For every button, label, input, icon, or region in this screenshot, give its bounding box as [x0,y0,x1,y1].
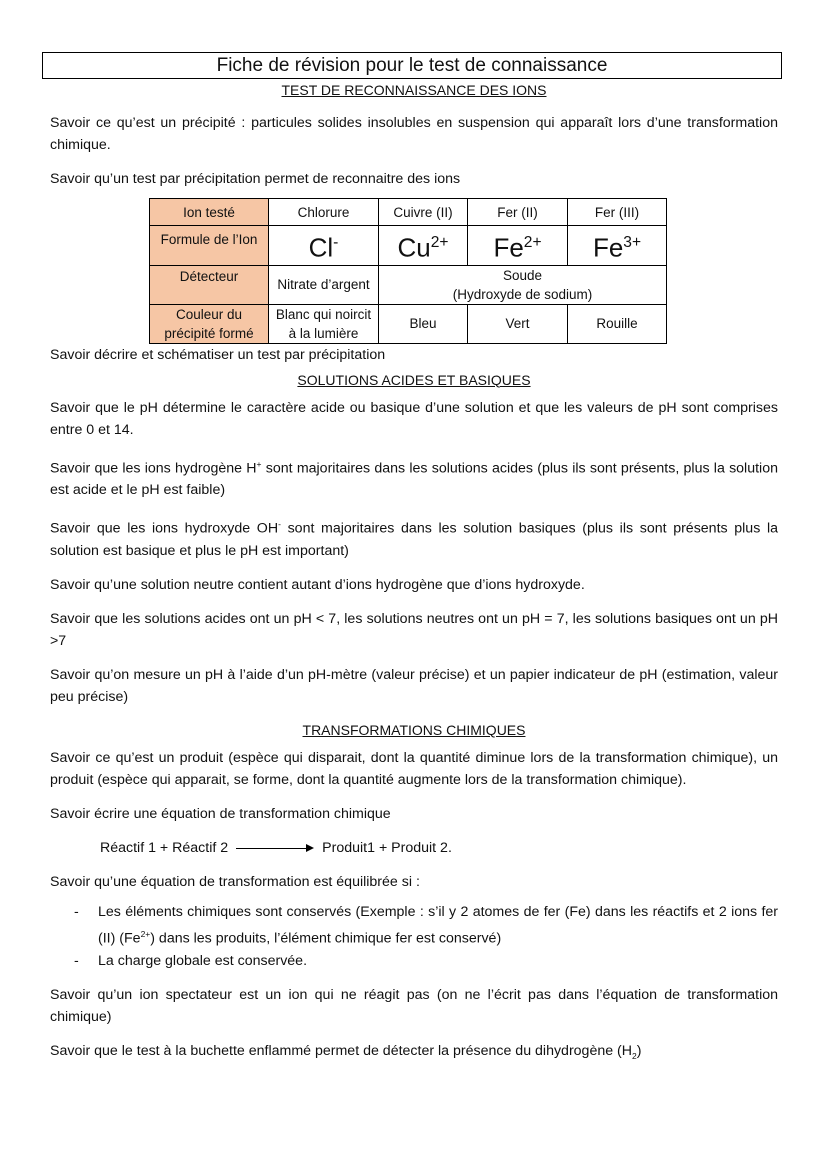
charge: - [278,519,281,530]
formula-charge: 2+ [523,234,542,251]
text: Savoir que les ions hydrogène H [50,460,257,477]
formula-charge: 2+ [430,234,449,251]
text: ) [636,1042,642,1059]
text: Savoir que les ions hydroxyde OH [50,521,279,538]
section-title-transformations: TRANSFORMATIONS CHIMIQUES [302,722,526,739]
table-cell: Chlorure [269,199,379,226]
table-row [150,199,667,226]
section-title-acids: SOLUTIONS ACIDES ET BASIQUES [297,371,531,388]
subscript: 2 [632,1050,637,1061]
paragraph-precipite: Savoir ce qu’est un précipité : particules solides insolubles en suspension qui apparaît lors d’une transformation chimique. [50,115,778,153]
paragraph-neutre: Savoir qu’une solution neutre contient autant d’ions hydrogène que d’ions hydroxyde. [50,577,585,594]
formula-base: Fe [592,232,624,263]
text: Les éléments chimiques sont conservés (Exemple : s’il y 2 atomes de fer (Fe) dans les réactifs et 2 ions fer (II) (Fe [98,904,778,947]
equation-right: Produit1 + Produit 2. [322,840,452,857]
paragraph-ph-values: Savoir que les solutions acides ont un pH < 7, les solutions neutres ont un pH = 7, les solutions basiques ont un pH >7 [50,611,778,650]
section-title-ions: TEST DE RECONNAISSANCE DES IONS [281,82,547,98]
soude-label: Soude [502,267,543,283]
paragraph-hydrogene [50,453,778,502]
table-cell: Rouille [568,304,667,343]
paragraph-decrire: Savoir décrire et schématiser un test par précipitation [50,346,386,363]
text: sont majoritaires dans les solutions acides (plus ils sont présents, plus la solution est acide et le pH est faible) [50,460,778,499]
table-row [150,226,667,266]
formula-cell [568,226,667,266]
text: Savoir que le test à la buchette enflammé permet de détecter la présence du dihydrogène (H [50,1042,633,1059]
formula-charge: 3+ [623,234,642,251]
table-cell: Fer (III) [568,199,667,226]
ion-test-table [149,198,667,344]
page-title: Fiche de révision pour le test de connaissance [42,52,782,79]
formula-base: Fe [493,232,524,263]
paragraph-hydroxyde [50,513,778,562]
formula-cell [468,226,568,266]
equation [100,837,778,859]
conditions-list [50,901,778,972]
table-cell: Bleu [379,304,468,343]
paragraph-ph-metre: Savoir qu’on mesure un pH à l’aide d’un pH-mètre (valeur précise) et un papier indicateur de pH (estimation, valeur peu précise) [50,667,778,706]
soude-description: (Hydroxyde de sodium) [452,286,593,302]
table-cell: Détecteur [150,265,269,304]
paragraph-equation: Savoir écrire une équation de transformation chimique [50,806,391,823]
document-page [50,52,778,1067]
list-item: - La charge globale est conservée. [98,950,778,972]
formula-charge: - [333,234,339,251]
paragraph-ph: Savoir que le pH détermine le caractère acide ou basique d’une solution et que les valeurs de pH sont comprises entre 0 et 14. [50,399,778,438]
table-cell: Vert [468,304,568,343]
charge: 2+ [140,929,151,940]
paragraph-produit: Savoir ce qu’est un produit (espèce qui disparait, dont la quantité diminue lors de la transformation chimique), un produit (espèce qui apparait, se forme, dont la quantité augmente lors de la transformation chimique). [50,750,778,789]
table-cell: Cuivre (II) [379,199,468,226]
table-cell: Nitrate d’argent [269,265,379,304]
formula-cell [269,226,379,266]
arrow-right-icon [236,843,314,853]
table-cell-soude [379,265,667,304]
table-cell: Fer (II) [468,199,568,226]
text: ) dans les produits, l’élément chimique fer est conservé) [150,930,502,947]
table-row [150,265,667,304]
formula-cell [379,226,468,266]
list-item [98,901,778,950]
table-row [150,304,667,343]
table-cell: Ion testé [150,199,269,226]
paragraph-spectateur: Savoir qu’un ion spectateur est un ion qui ne réagit pas (on ne l’écrit pas dans l’équation de transformation chimique) [50,986,778,1025]
table-cell: Couleur du précipité formé [150,304,269,343]
equation-left: Réactif 1 + Réactif 2 [100,840,229,857]
charge: + [256,458,262,469]
paragraph-equilibree: Savoir qu’une équation de transformation est équilibrée si : [50,874,420,891]
formula-base: Cl [308,232,334,263]
paragraph-test-precipitation: Savoir qu’un test par précipitation permet de reconnaitre des ions [50,171,461,187]
paragraph-buchette [50,1040,778,1067]
table-cell: Formule de l’Ion [150,226,269,266]
table-cell: Blanc qui noircit à la lumière [269,304,379,343]
text: sont majoritaires dans les solution basiques (plus ils sont présents plus la solution est basique et plus le pH est important) [50,521,778,560]
formula-base: Cu [397,232,431,263]
